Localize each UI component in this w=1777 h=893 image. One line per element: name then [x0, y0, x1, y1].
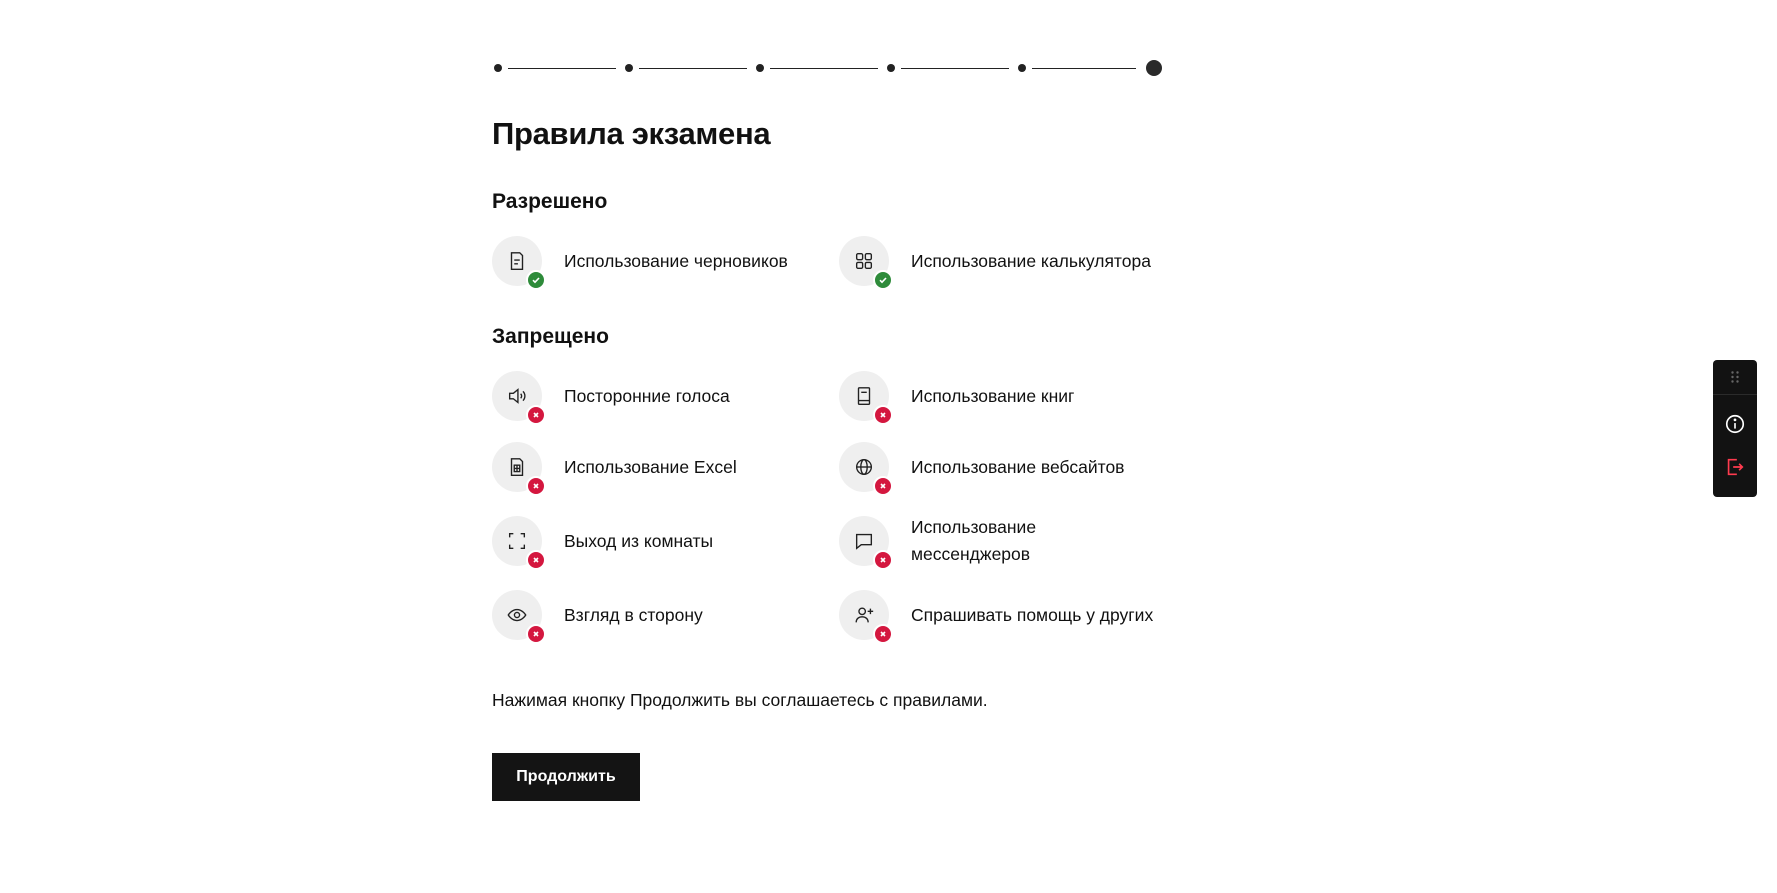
- step-3-dot: [756, 64, 764, 72]
- rule-drafts-allowed: [492, 233, 832, 289]
- exit-button[interactable]: [1713, 447, 1757, 487]
- agreement-note: Нажимая кнопку Продолжить вы соглашаетесь с правилами.: [492, 690, 988, 710]
- info-icon: [1724, 413, 1746, 435]
- drag-handle[interactable]: [1713, 360, 1757, 395]
- info-button[interactable]: [1713, 404, 1757, 444]
- forbidden-x-icon: [526, 476, 546, 496]
- rule-icon-circle: [492, 371, 542, 421]
- step-connector: [1032, 68, 1136, 69]
- forbidden-x-icon: [873, 476, 893, 496]
- rule-books-forbidden: [839, 368, 1179, 424]
- step-4-dot: [887, 64, 895, 72]
- forbidden-section-title: Запрещено: [492, 325, 609, 348]
- step-connector: [770, 68, 878, 69]
- drag-handle-icon: [1730, 370, 1740, 384]
- document-icon: [506, 250, 528, 272]
- forbidden-x-icon: [873, 405, 893, 425]
- rule-label: Взгляд в сторону: [564, 604, 703, 625]
- book-icon: [853, 385, 875, 407]
- calculator-icon: [853, 250, 875, 272]
- forbidden-x-icon: [526, 624, 546, 644]
- eye-icon: [506, 604, 528, 626]
- forbidden-x-icon: [526, 550, 546, 570]
- page-title: Правила экзамена: [492, 116, 771, 151]
- rule-icon-circle: [839, 371, 889, 421]
- rule-icon-circle: [492, 442, 542, 492]
- rule-icon-circle: [839, 236, 889, 286]
- rule-ask-help-forbidden: [839, 587, 1179, 643]
- forbidden-x-icon: [526, 405, 546, 425]
- step-2-dot: [625, 64, 633, 72]
- speaker-icon: [506, 385, 528, 407]
- rule-messengers-forbidden: [839, 513, 1179, 569]
- rule-icon-circle: [839, 590, 889, 640]
- proctor-side-panel: [1713, 360, 1757, 497]
- rule-voices-forbidden: [492, 368, 832, 424]
- rule-icon-circle: [492, 236, 542, 286]
- rule-icon-circle: [492, 590, 542, 640]
- rule-icon-circle: [839, 516, 889, 566]
- rule-label: Использование книг: [911, 385, 1075, 406]
- continue-button[interactable]: Продолжить: [492, 753, 640, 801]
- step-connector: [508, 68, 616, 69]
- allowed-section-title: Разрешено: [492, 190, 608, 213]
- add-user-icon: [853, 604, 875, 626]
- rule-look-away-forbidden: [492, 587, 832, 643]
- allowed-check-icon: [873, 270, 893, 290]
- allowed-check-icon: [526, 270, 546, 290]
- rule-calculator-allowed: [839, 233, 1179, 289]
- spreadsheet-icon: [506, 456, 528, 478]
- rule-icon-circle: [492, 516, 542, 566]
- rule-leave-room-forbidden: [492, 513, 832, 569]
- chat-icon: [853, 530, 875, 552]
- step-5-dot: [1018, 64, 1026, 72]
- step-connector: [639, 68, 747, 69]
- rule-label: Спрашивать помощь у других: [911, 604, 1154, 625]
- forbidden-x-icon: [873, 624, 893, 644]
- forbidden-x-icon: [873, 550, 893, 570]
- rule-label: Использование калькулятора: [911, 250, 1151, 271]
- progress-stepper: [492, 58, 1182, 78]
- frame-icon: [506, 530, 528, 552]
- rule-label: Посторонние голоса: [564, 385, 730, 406]
- rule-label: Использование вебсайтов: [911, 456, 1125, 477]
- step-connector: [901, 68, 1009, 69]
- step-1-dot: [494, 64, 502, 72]
- rule-excel-forbidden: [492, 439, 832, 495]
- rule-icon-circle: [839, 442, 889, 492]
- rule-label: Использование Excel: [564, 456, 737, 477]
- exit-icon: [1724, 456, 1746, 478]
- globe-icon: [853, 456, 875, 478]
- rule-label: Использование мессенджеров: [911, 517, 1037, 564]
- step-6-dot-current: [1146, 60, 1162, 76]
- rule-label: Использование черновиков: [564, 250, 788, 271]
- rule-label: Выход из комнаты: [564, 530, 714, 551]
- rule-websites-forbidden: [839, 439, 1179, 495]
